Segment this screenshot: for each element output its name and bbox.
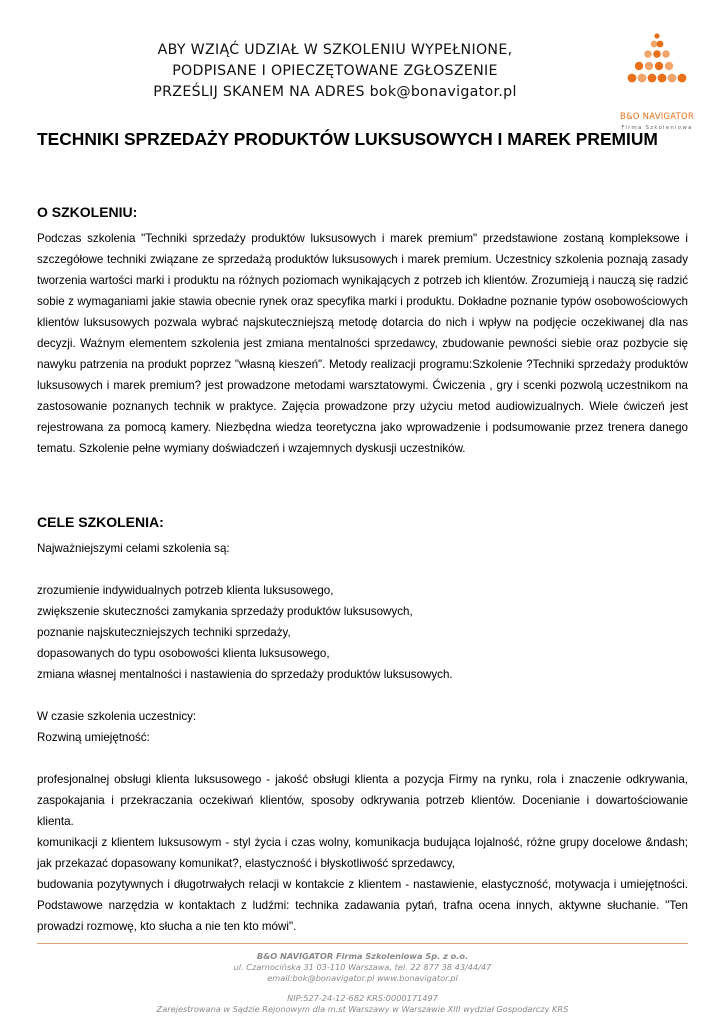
skill-item: profesjonalnej obsługi klienta luksusowego - jakość obsługi klienta a pozycja Firmy na rynku, rola i znaczenie odkrywania, zaspokajania i przekraczania oczekiwań klientów, sposoby odkrywania potrzeb klientów. Docenianie i dowartościowanie klienta.	[37, 773, 688, 828]
skill-item: budowania pozytywnych i długotrwałych relacji w kontakcie z klientem - nastawienie, elastyczność, motywacja i umiejętności. Podstawowe narzędzia w kontaktach z ludźmi: technika zadawania pytań, trafna ocena innych, aktywne słuchanie. "Ten prowadzi rozmowę, kto słucha a nie ten kto mówi".	[37, 878, 688, 933]
skill-item: komunikacji z klientem luksusowym - styl życia i czas wolny, komunikacja budująca lojalność, różne grupy docelowe &ndash; jak przekazać dopasowany komunikat?, elastyczność i błyskotliwość sprzedawcy,	[37, 836, 688, 870]
registration-notice	[120, 40, 550, 103]
goal-item: zmiana własnej mentalności i nastawienia do sprzedaży produktów luksusowych.	[37, 668, 453, 681]
skills-label: Rozwiną umiejętność:	[37, 731, 150, 744]
footer-address: ul. Czarnocińska 31 03-110 Warszawa, tel. 22 877 38 43/44/47	[233, 962, 492, 972]
goals-heading: CELE SZKOLENIA:	[37, 514, 164, 530]
notice-line: ABY WZIĄĆ UDZIAŁ W SZKOLENIU WYPEŁNIONE,	[157, 42, 513, 58]
logo-name: B&O NAVIGATOR	[620, 112, 694, 122]
notice-line: PRZEŚLIJ SKANEM NA ADRES bok@bonavigator.pl	[153, 84, 517, 100]
notice-line: PODPISANE I OPIECZĘTOWANE ZGŁOSZENIE	[172, 63, 498, 79]
logo-subtitle: Firma Szkoleniowa	[621, 125, 693, 131]
footer-company: B&O NAVIGATOR Firma Szkoleniowa Sp. z o.o.	[256, 951, 469, 961]
about-heading: O SZKOLENIU:	[37, 204, 138, 220]
company-logo	[612, 30, 702, 131]
logo-dots-icon	[612, 30, 702, 112]
document-title: TECHNIKI SPRZEDAŻY PRODUKTÓW LUKSUSOWYCH I MAREK PREMIUM	[37, 129, 658, 149]
footer-divider	[37, 943, 688, 944]
during-training-label: W czasie szkolenia uczestnicy:	[37, 710, 197, 723]
footer-registry: Zarejestrowana w Sądzie Rejonowym dla m.st Warszawy w Warszawie XIII wydział Gospodarczy KRS	[156, 1004, 569, 1014]
footer-contact: email:bok@bonavigator.pl www.bonavigator.pl	[267, 973, 458, 983]
goal-item: zrozumienie indywidualnych potrzeb klienta luksusowego,	[37, 584, 334, 597]
footer-nip: NIP:527-24-12-682 KRS:0000171497	[287, 993, 438, 1003]
goal-item: poznanie najskuteczniejszych techniki sprzedaży,	[37, 626, 291, 639]
goal-item: zwiększenie skuteczności zamykania sprzedaży produktów luksusowych,	[37, 605, 413, 618]
goals-intro: Najważniejszymi celami szkolenia są:	[37, 542, 230, 555]
goal-item: dopasowanych do typu osobowości klienta luksusowego,	[37, 647, 330, 660]
about-body: Podczas szkolenia "Techniki sprzedaży produktów luksusowych i marek premium" przedstawione zostaną kompleksowe i szczegółowe techniki związane ze sprzedażą produktów luksusowych i marek premium. Uczestnicy szkolenia poznają zasady tworzenia wartości marki i produktu na różnych poziomach wynikających z potrzeb ich klientów. Zrozumieją i nauczą się radzić sobie z wymaganiami jakie stawia obecnie rynek oraz specyfika marki i produktu. Dokładne poznanie typów osobowościowych klientów luksusowych pozwala wybrać najskuteczniejszą metodę dotarcia do nich i wpływ na podjęcie oczekiwanej dla nas decyzji. Ważnym elementem szkolenia jest zmiana mentalności sprzedawcy, zbudowanie pewności siebie oraz pozbycie się nawyku patrzenia na produkt poprzez "własną kieszeń". Metody realizacji programu:Szkolenie ?Techniki sprzedaży produktów luksusowych i marek premium? jest prowadzone metodami warsztatowymi. Ćwiczenia , gry i scenki pozwolą uczestnikom na zastosowanie poznanych technik w praktyce. Zajęcia prowadzone przy użyciu metod audiowizualnych. Wiele ćwiczeń jest rejestrowana za pomocą kamery. Niezbędna wiedza teoretyczna jako wprowadzenie i podsumowanie przez trenera danego tematu. Szkolenie pełne wymiany doświadczeń i wzajemnych dyskusji uczestników.	[37, 232, 688, 455]
